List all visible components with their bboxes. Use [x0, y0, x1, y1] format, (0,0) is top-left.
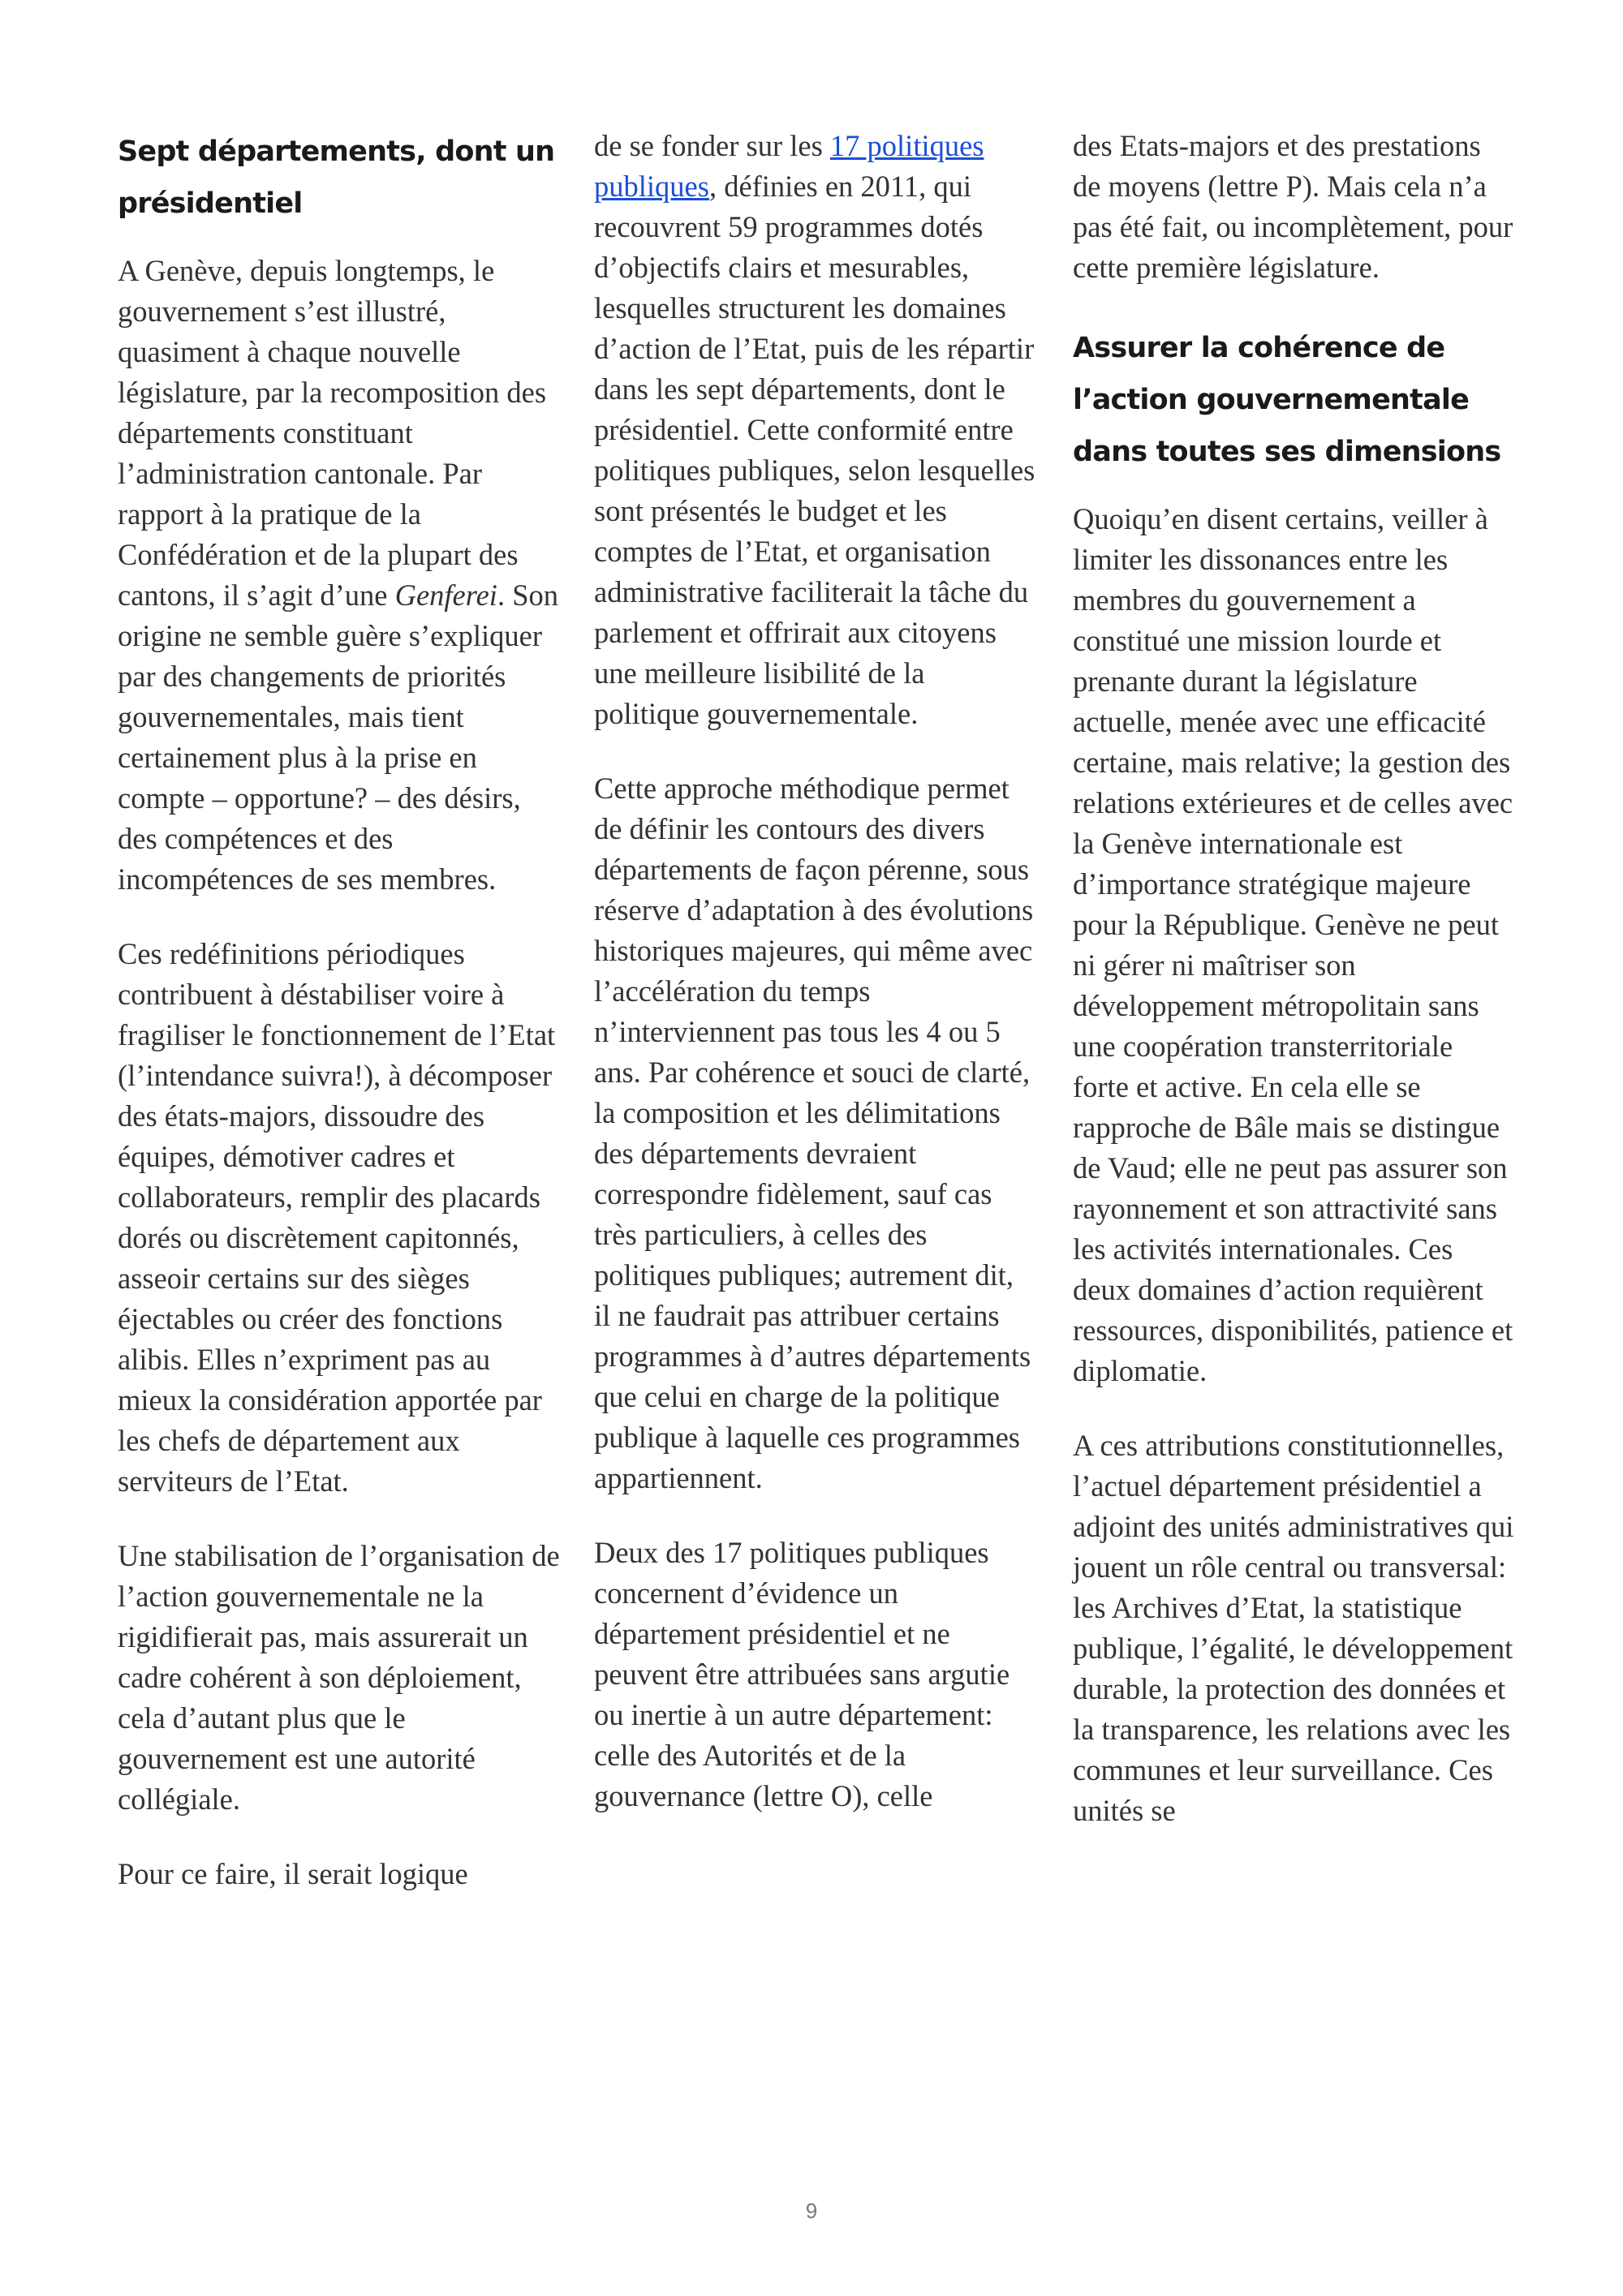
column-3	[1073, 126, 1515, 1865]
paragraph: A Genève, depuis longtemps, le gouvernement s’est illustré, quasiment à chaque nouvelle législature, par la recomposition des départements constituant l’administration cantonale. Par rapport à la pratique de la Confédération et de la plupart des cantons, il s’agit d’une Genferei. Son origine ne semble guère s’expliquer par des changements de priorités gouvernementales, mais tient certainement plus à la prise en compte – opportune? – des désirs, des compétences et des incompétences de ses membres.	[118, 254, 559, 896]
paragraph: Cette approche méthodique permet de définir les contours des divers départements de façon pérenne, sous réserve d’adaptation à des évolutions historiques majeures, qui même avec l’accélération du temps n’interviennent pas tous les 4 ou 5 ans. Par cohérence et souci de clarté, la composition et les délimitations des départements devraient correspondre fidèlement, sauf cas très particuliers, à celles des politiques publiques; autrement dit, il ne faudrait pas attribuer certains programmes à d’autres départements que celui en charge de la politique publique à laquelle ces programmes appartiennent.	[594, 772, 1034, 1494]
paragraph: Deux des 17 politiques publiques concernent d’évidence un département présidentiel et ne peuvent être attribuées sans argutie ou inertie à un autre département: celle des Autorités et de la gouvernance (lettre O), celle	[594, 1536, 1010, 1812]
paragraph: de se fonder sur les 17 politiques publiques, définies en 2011, qui recouvrent 59 programmes dotés d’objectifs clairs et mesurables, lesquelles structurent les domaines d’action de l’Etat, puis de les répartir dans les sept départements, dont le présidentiel. Cette conformité entre politiques publiques, selon lesquelles sont présentés le budget et les comptes de l’Etat, et organisation administrative faciliterait la tâche du parlement et offrirait aux citoyens une meilleure lisibilité de la politique gouvernementale.	[594, 129, 1035, 730]
section-heading-departements: Sept départements, dont un présidentiel	[118, 135, 555, 220]
paragraph: Une stabilisation de l’organisation de l’action gouvernementale ne la rigidifierait pas, mais assurerait un cadre cohérent à son déploiement, cela d’autant plus que le gouvernement est une autorité collégiale.	[118, 1539, 560, 1816]
column-2	[594, 126, 1036, 1851]
emphasis-genferei: Genferei	[394, 578, 497, 612]
paragraph: des Etats-majors et des prestations de moyens (lettre P). Mais cela n’a pas été fait, ou incomplètement, pour cette première législature.	[1073, 129, 1513, 284]
paragraph: Quoiqu’en disent certains, veiller à limiter les dissonances entre les membres du gouvernement a constitué une mission lourde et prenante durant la législature actuelle, menée avec une efficacité certaine, mais relative; la gestion des relations extérieures et de celles avec la Genève internationale est d’importance stratégique majeure pour la République. Genève ne peut ni gérer ni maîtriser son développement métropolitain sans une coopération transterritoriale forte et active. En cela elle se rapproche de Bâle mais se distingue de Vaud; elle ne peut pas assurer son rayonnement et son attractivité sans les activités internationales. Ces deux domaines d’action requièrent ressources, disponibilités, patience et diplomatie.	[1073, 502, 1513, 1387]
paragraph: Ces redéfinitions périodiques contribuent à déstabiliser voire à fragiliser le fonctionnement de l’Etat (l’intendance suivra!), à décomposer des états-majors, dissoudre des équipes, démotiver cadres et collaborateurs, remplir des placards dorés ou discrètement capitonnés, asseoir certains sur des sièges éjectables ou créer des fonctions alibis. Elles n’expriment pas au mieux la considération apportée par les chefs de département aux serviteurs de l’Etat.	[118, 937, 556, 1498]
page-number: 9	[805, 2199, 818, 2223]
section-heading-coherence: Assurer la cohérence de l’action gouvernementale dans toutes ses dimensions	[1073, 332, 1501, 468]
paragraph: A ces attributions constitutionnelles, l’actuel département présidentiel a adjoint des unités administratives qui jouent un rôle central ou transversal: les Archives d’Etat, la statistique publique, l’égalité, le développement durable, la protection des données et la transparence, les relations avec les communes et leur surveillance. Ces unités se	[1073, 1429, 1514, 1827]
column-1	[118, 126, 560, 1928]
politiques-publiques-link[interactable]: 17 politiques publiques	[594, 129, 984, 203]
paragraph: Pour ce faire, il serait logique	[118, 1857, 468, 1890]
